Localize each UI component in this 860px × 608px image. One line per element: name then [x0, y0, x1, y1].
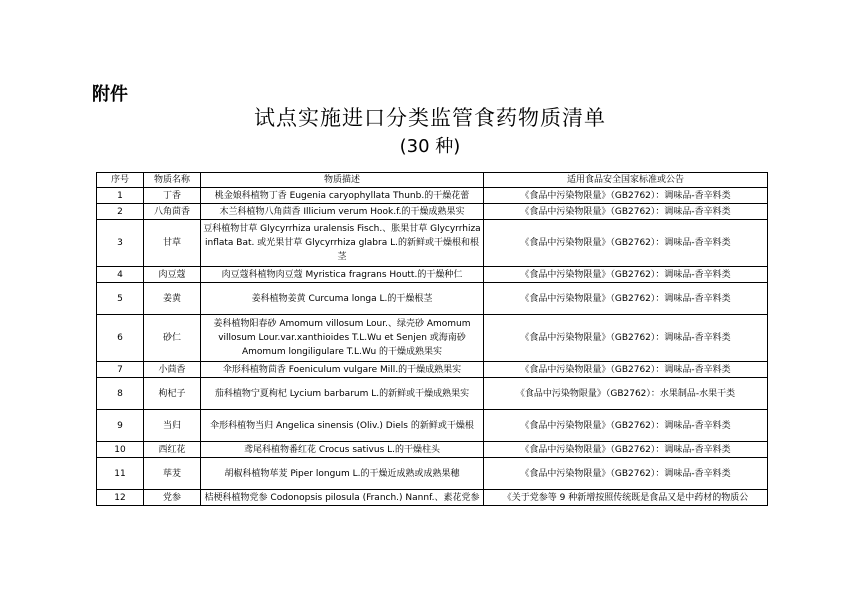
cell-desc: 伞形科植物当归 Angelica sinensis (Oliv.) Diels 的新鲜或干燥根 — [201, 410, 484, 442]
cell-name: 当归 — [144, 410, 201, 442]
cell-no: 3 — [97, 220, 144, 267]
cell-no: 6 — [97, 315, 144, 362]
cell-name: 小茴香 — [144, 362, 201, 378]
table-row — [97, 458, 768, 490]
col-header-desc: 物质描述 — [201, 173, 484, 188]
cell-name: 肉豆蔻 — [144, 267, 201, 283]
cell-no: 8 — [97, 378, 144, 410]
cell-no: 7 — [97, 362, 144, 378]
cell-no: 11 — [97, 458, 144, 490]
table-row — [97, 378, 768, 410]
cell-desc: 桃金娘科植物丁香 Eugenia caryophyllata Thunb.的干燥花蕾 — [201, 188, 484, 204]
cell-name: 砂仁 — [144, 315, 201, 362]
cell-no: 4 — [97, 267, 144, 283]
cell-name: 西红花 — [144, 442, 201, 458]
cell-no: 1 — [97, 188, 144, 204]
cell-name: 丁香 — [144, 188, 201, 204]
cell-desc: 姜科植物阳春砂 Amomum villosum Lour.、绿壳砂 Amomum villosum Lour.var.xanthioides T.L.Wu et Senjen 或海南砂 Amomum longiligulare T.L.Wu 的干燥成熟果实 — [201, 315, 484, 362]
table-row — [97, 315, 768, 362]
table-header-row — [97, 173, 768, 188]
cell-no: 2 — [97, 204, 144, 220]
cell-name: 枸杞子 — [144, 378, 201, 410]
cell-desc: 木兰科植物八角茴香 Illicium verum Hook.f.的干燥成熟果实 — [201, 204, 484, 220]
table-row — [97, 490, 768, 506]
cell-std: 《食品中污染物限量》（GB2762）：调味品-香辛料类 — [484, 458, 768, 490]
cell-std: 《食品中污染物限量》（GB2762）：调味品-香辛料类 — [484, 362, 768, 378]
table-row — [97, 188, 768, 204]
cell-no: 9 — [97, 410, 144, 442]
cell-std: 《食品中污染物限量》（GB2762）：调味品-香辛料类 — [484, 220, 768, 267]
cell-name: 荜茇 — [144, 458, 201, 490]
cell-std: 《食品中污染物限量》（GB2762）：调味品-香辛料类 — [484, 283, 768, 315]
table-row — [97, 267, 768, 283]
col-header-std: 适用食品安全国家标准或公告 — [484, 173, 768, 188]
cell-desc: 豆科植物甘草 Glycyrrhiza uralensis Fisch.、胀果甘草 Glycyrrhiza inflata Bat. 或光果甘草 Glycyrrhiza glabra L.的新鲜或干燥根和根茎 — [201, 220, 484, 267]
cell-desc: 桔梗科植物党参 Codonopsis pilosula (Franch.) Nannf.、素花党参 — [201, 490, 484, 506]
table-row — [97, 204, 768, 220]
cell-desc: 肉豆蔻科植物肉豆蔻 Myristica fragrans Houtt.的干燥种仁 — [201, 267, 484, 283]
table-row — [97, 220, 768, 267]
substance-table — [96, 172, 768, 506]
document-title: 试点实施进口分类监管食药物质清单 — [254, 106, 606, 130]
col-header-no: 序号 — [97, 173, 144, 188]
cell-std: 《食品中污染物限量》（GB2762）：调味品-香辛料类 — [484, 204, 768, 220]
cell-no: 10 — [97, 442, 144, 458]
cell-std: 《食品中污染物限量》（GB2762）：调味品-香辛料类 — [484, 315, 768, 362]
table-row — [97, 410, 768, 442]
cell-std: 《食品中污染物限量》（GB2762）：调味品-香辛料类 — [484, 410, 768, 442]
cell-name: 姜黄 — [144, 283, 201, 315]
table-row — [97, 283, 768, 315]
cell-desc: 伞形科植物茴香 Foeniculum vulgare Mill.的干燥成熟果实 — [201, 362, 484, 378]
col-header-name: 物质名称 — [144, 173, 201, 188]
document-subtitle: (30 种) — [399, 136, 461, 157]
cell-no: 5 — [97, 283, 144, 315]
cell-std: 《食品中污染物限量》（GB2762）：水果制品-水果干类 — [484, 378, 768, 410]
annex-label: 附件 — [92, 84, 128, 105]
cell-no: 12 — [97, 490, 144, 506]
table-row — [97, 362, 768, 378]
cell-std: 《食品中污染物限量》（GB2762）：调味品-香辛料类 — [484, 188, 768, 204]
cell-name: 八角茴香 — [144, 204, 201, 220]
table-row — [97, 442, 768, 458]
cell-name: 甘草 — [144, 220, 201, 267]
cell-name: 党参 — [144, 490, 201, 506]
cell-desc: 茄科植物宁夏枸杞 Lycium barbarum L.的新鲜或干燥成熟果实 — [201, 378, 484, 410]
cell-desc: 胡椒科植物荜茇 Piper longum L.的干燥近成熟或成熟果穗 — [201, 458, 484, 490]
cell-std: 《食品中污染物限量》（GB2762）：调味品-香辛料类 — [484, 267, 768, 283]
cell-std: 《关于党参等 9 种新增按照传统既是食品又是中药材的物质公 — [484, 490, 768, 506]
cell-desc: 鸢尾科植物番红花 Crocus sativus L.的干燥柱头 — [201, 442, 484, 458]
cell-std: 《食品中污染物限量》（GB2762）：调味品-香辛料类 — [484, 442, 768, 458]
cell-desc: 姜科植物姜黄 Curcuma longa L.的干燥根茎 — [201, 283, 484, 315]
